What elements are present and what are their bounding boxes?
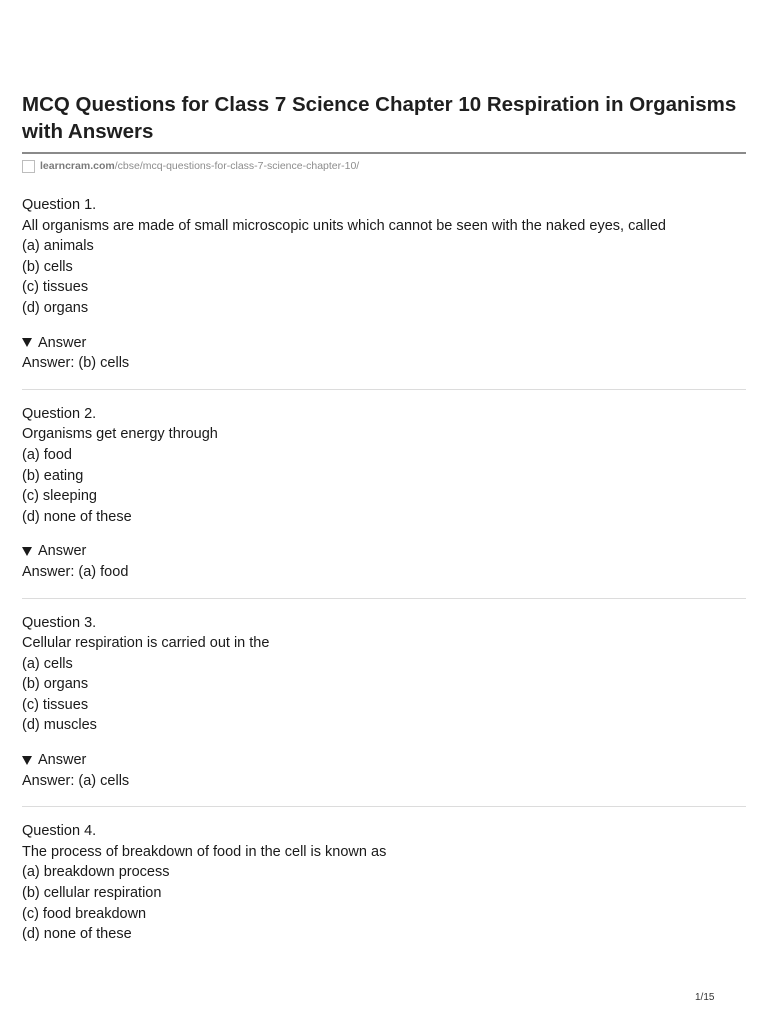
source-url[interactable]	[22, 158, 746, 174]
answer-text: Answer: (a) food	[22, 563, 129, 580]
title-divider	[22, 152, 746, 154]
option-b: (b) cells	[22, 258, 73, 275]
question-text: All organisms are made of small microscopic units which cannot be seen with the naked eyes, called	[22, 217, 666, 234]
option-a: (a) food	[22, 446, 72, 463]
answer-toggle[interactable]	[22, 333, 746, 354]
question-label: Question 4.	[22, 823, 97, 840]
answer-toggle-label: Answer	[38, 752, 87, 769]
question-label: Question 1.	[22, 197, 97, 213]
option-c: (c) sleeping	[22, 488, 97, 505]
checkbox-icon	[22, 160, 35, 173]
document-page	[22, 0, 746, 945]
answer-toggle[interactable]	[22, 541, 746, 562]
section-divider	[22, 806, 746, 807]
option-c: (c) tissues	[22, 696, 89, 713]
answer-text: Answer: (a) cells	[22, 772, 130, 789]
triangle-down-icon	[22, 547, 32, 556]
option-c: (c) tissues	[22, 279, 89, 296]
option-d: (d) organs	[22, 299, 89, 316]
option-b: (b) organs	[22, 676, 89, 693]
question-label: Question 3.	[22, 614, 97, 631]
source-path[interactable]: /cbse/mcq-questions-for-class-7-science-chapter-10/	[114, 160, 360, 172]
option-d: (d) none of these	[22, 926, 132, 943]
page-title: MCQ Questions for Class 7 Science Chapter 10 Respiration in Organisms with Answers	[22, 93, 737, 143]
page-number: 1/15	[695, 992, 715, 1003]
option-b: (b) eating	[22, 467, 84, 484]
question-text: Cellular respiration is carried out in the	[22, 635, 270, 652]
triangle-down-icon	[22, 756, 32, 765]
question-text: The process of breakdown of food in the cell is known as	[22, 843, 387, 860]
question-label: Question 2.	[22, 405, 97, 422]
section-divider	[22, 598, 746, 599]
triangle-down-icon	[22, 338, 32, 347]
question-2	[22, 404, 746, 583]
question-text: Organisms get energy through	[22, 426, 218, 443]
option-a: (a) cells	[22, 655, 73, 672]
question-1	[22, 195, 746, 374]
answer-toggle-label: Answer	[38, 543, 87, 560]
answer-text: Answer: (b) cells	[22, 355, 130, 372]
answer-toggle[interactable]	[22, 750, 746, 771]
option-a: (a) breakdown process	[22, 864, 170, 881]
option-b: (b) cellular respiration	[22, 885, 162, 902]
option-a: (a) animals	[22, 238, 94, 255]
source-domain[interactable]: learncram.com	[40, 160, 115, 172]
section-divider	[22, 389, 746, 390]
answer-toggle-label: Answer	[38, 334, 87, 351]
option-d: (d) muscles	[22, 717, 97, 734]
question-3	[22, 613, 746, 792]
question-4	[22, 821, 746, 945]
option-c: (c) food breakdown	[22, 905, 147, 922]
option-d: (d) none of these	[22, 508, 132, 525]
